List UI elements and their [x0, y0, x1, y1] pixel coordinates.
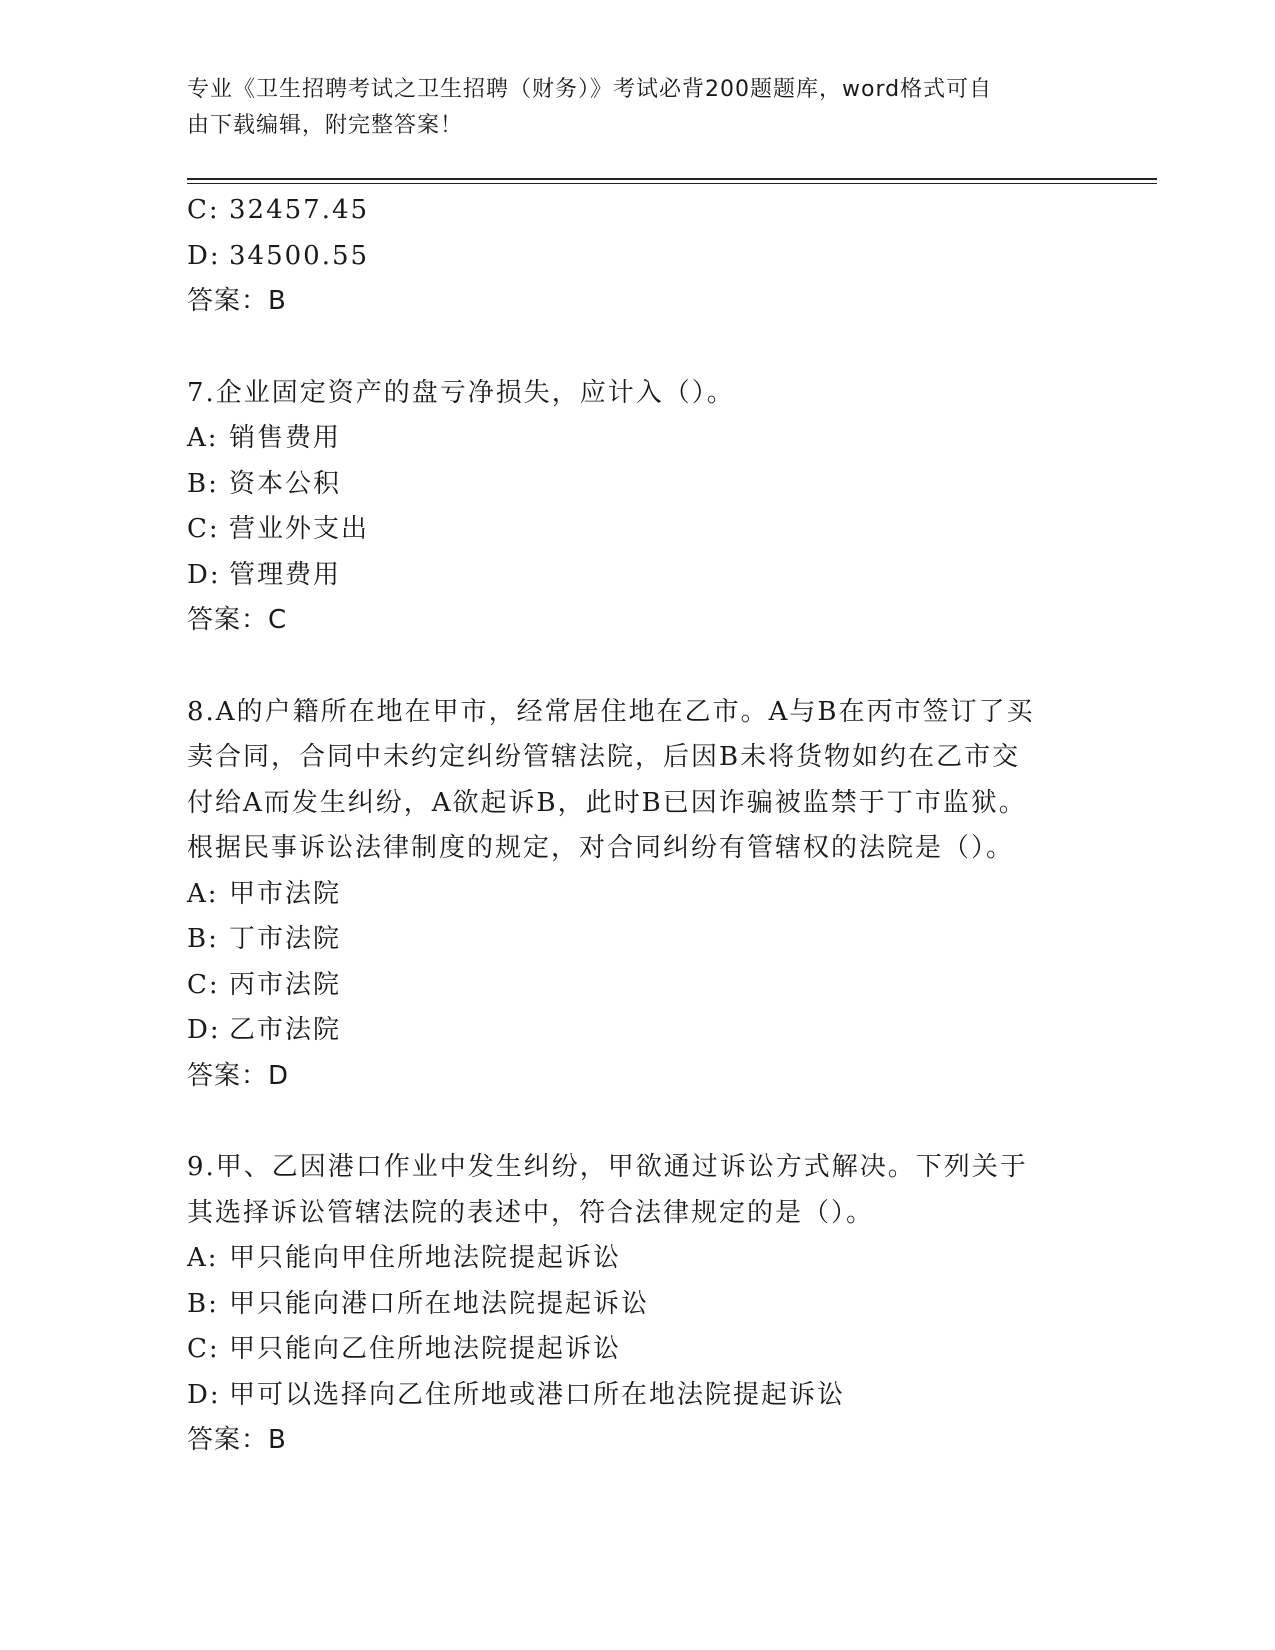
header-line-1: 专业《卫生招聘考试之卫生招聘（财务）》考试必背200题题库，word格式可自	[187, 77, 993, 102]
option-d: D: 34500.55	[187, 240, 370, 271]
option-c: C: 甲只能向乙住所地法院提起诉讼	[187, 1334, 622, 1364]
question-stem-line: 付给A而发生纠纷，A欲起诉B，此时B已因诈骗被监禁于丁市监狱。	[187, 787, 1027, 818]
answer-line: 答案：B	[187, 286, 287, 316]
option-d: D: 甲可以选择向乙住所地或港口所在地法院提起诉讼	[187, 1379, 846, 1410]
option-b: B: 甲只能向港口所在地法院提起诉讼	[187, 1288, 650, 1319]
question-stem-line: 9.甲、乙因港口作业中发生纠纷，甲欲通过诉讼方式解决。下列关于	[187, 1152, 1028, 1182]
option-a: A: 甲市法院	[187, 878, 342, 909]
option-d: D: 管理费用	[187, 559, 342, 590]
option-c: C: 营业外支出	[187, 514, 370, 544]
answer-line: 答案：D	[187, 1060, 290, 1091]
question-block-prev	[187, 188, 1087, 325]
question-stem-line: 8.A的户籍所在地在甲市，经常居住地在乙市。A与B在丙市签订了买	[187, 696, 1035, 727]
option-a: A: 销售费用	[187, 423, 342, 453]
question-block-7	[187, 371, 1087, 644]
option-b: B: 资本公积	[187, 468, 342, 499]
option-c: C: 丙市法院	[187, 969, 342, 1000]
answer-line: 答案：C	[187, 605, 288, 635]
page-header	[187, 72, 1067, 144]
header-rule-thin	[187, 183, 1157, 184]
option-b: B: 丁市法院	[187, 924, 342, 954]
answer-line: 答案：B	[187, 1425, 287, 1455]
question-stem-line: 根据民事诉讼法律制度的规定，对合同纠纷有管辖权的法院是（）。	[187, 833, 1015, 863]
question-content	[187, 188, 1087, 1464]
question-stem-line: 其选择诉讼管辖法院的表述中，符合法律规定的是（）。	[187, 1197, 875, 1228]
question-stem: 7.企业固定资产的盘亏净损失，应计入（）。	[187, 377, 735, 408]
option-a: A: 甲只能向甲住所地法院提起诉讼	[187, 1243, 622, 1273]
option-c: C: 32457.45	[187, 195, 370, 225]
header-rule-thick	[187, 178, 1157, 180]
header-line-2: 由下载编辑，附完整答案！	[187, 113, 464, 138]
question-stem-line: 卖合同，合同中未约定纠纷管辖法院，后因B未将货物如约在乙市交	[187, 742, 1021, 772]
question-block-9	[187, 1145, 1087, 1464]
question-block-8	[187, 690, 1087, 1100]
option-d: D: 乙市法院	[187, 1015, 342, 1045]
